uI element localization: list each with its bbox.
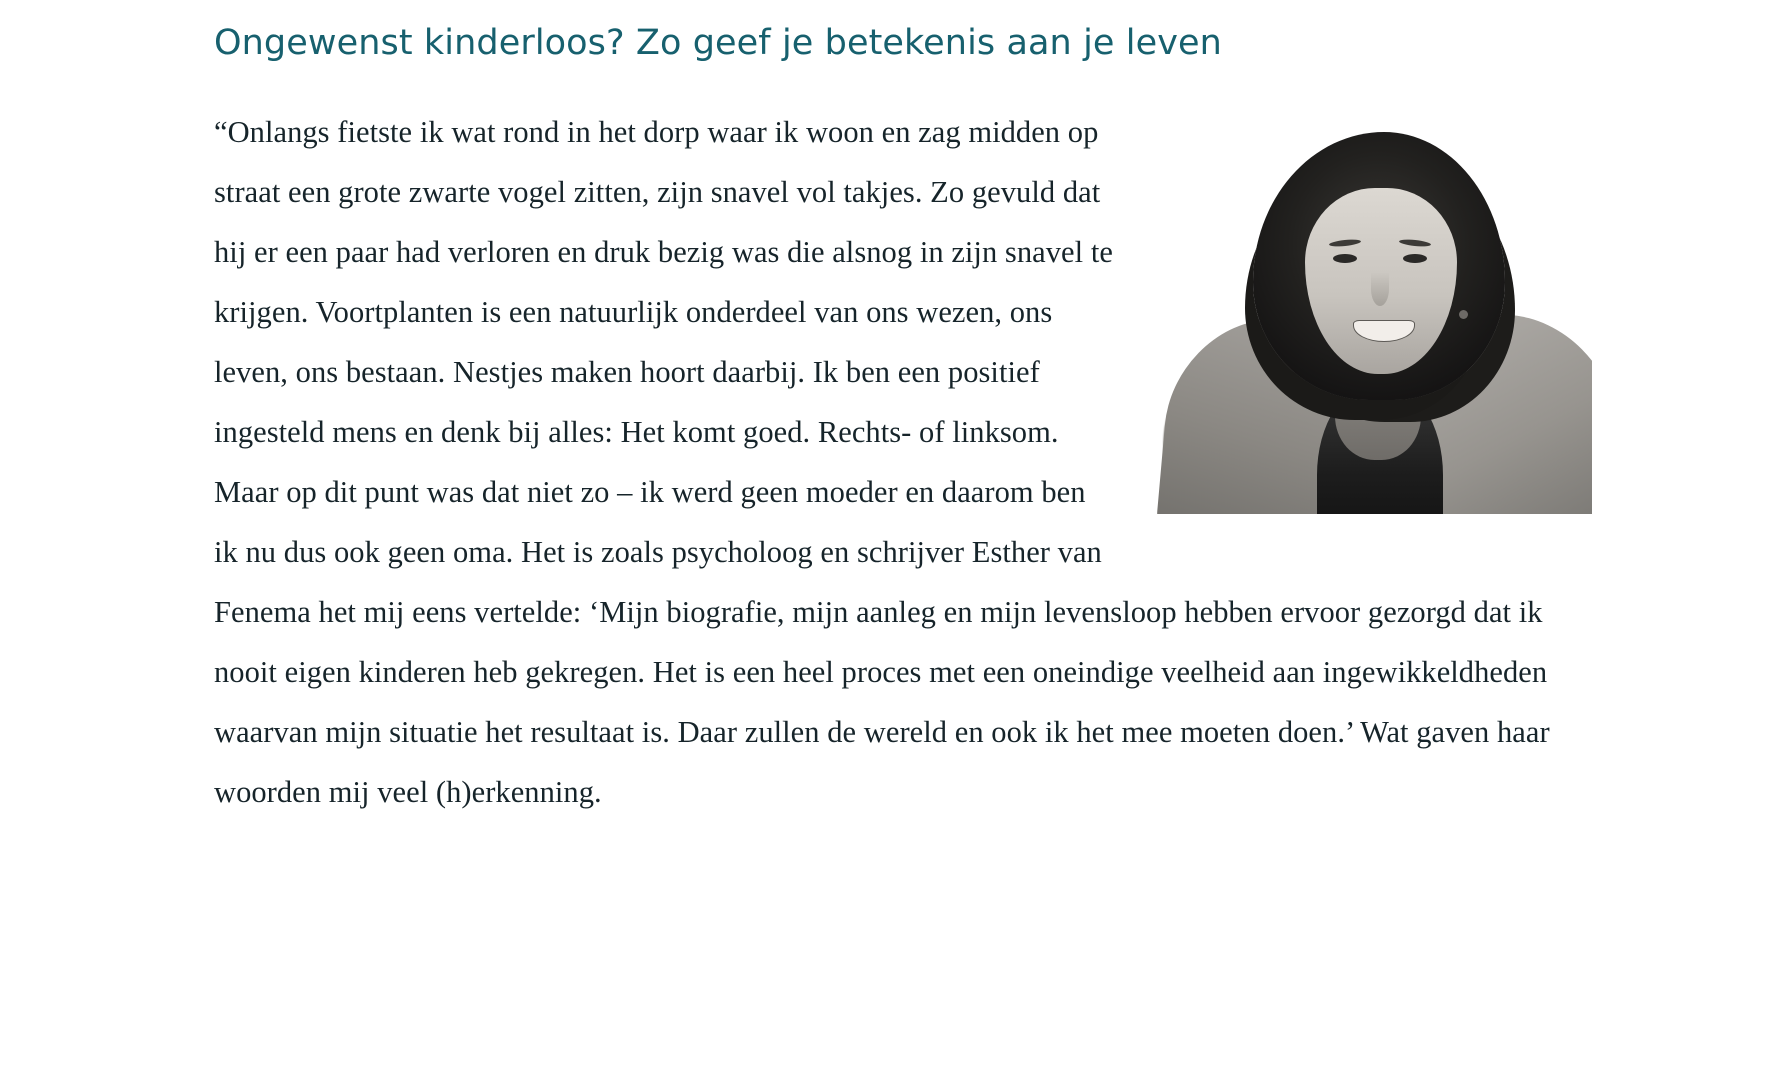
article-body (214, 102, 1592, 822)
photo-nose (1371, 272, 1389, 306)
photo-eye-left (1333, 254, 1357, 263)
photo-eye-right (1403, 254, 1427, 263)
photo-earring (1459, 310, 1468, 319)
portrait-photo (1157, 114, 1592, 514)
page-title: Ongewenst kinderloos? Zo geef je betekenis aan je leven (214, 23, 1222, 63)
article-container (104, 22, 1684, 822)
quote-paragraph: “Onlangs fietste ik wat rond in het dorp waar ik woon en zag midden op straat een grote zwarte vogel zitten, zijn snavel vol takjes. Zo gevuld dat hij er een paar had verloren en druk bezig was die alsnog in zijn snavel te krijgen. Voortplanten is een natuurlijk onderdeel van ons wezen, ons leven, ons bestaan. Nestjes maken hoort daarbij. Ik ben een positief ingesteld mens en denk bij alles: Het komt goed. Rechts- of linksom. Maar op dit punt was dat niet zo – ik werd geen moeder en daarom ben ik nu dus ook geen oma. Het is zoals psycholoog en schrijver Esther van Fenema het mij eens vertelde: ‘Mijn biografie, mijn aanleg en mijn levensloop hebben ervoor gezorgd dat ik nooit eigen kinderen heb gekregen. Het is een heel proces met een oneindige veelheid aan ingewikkeldheden waarvan mijn situatie het resultaat is. Daar zullen de wereld en ook ik het mee moeten doen.’ Wat gaven haar woorden mij veel (h)erkenning. (214, 114, 1550, 809)
